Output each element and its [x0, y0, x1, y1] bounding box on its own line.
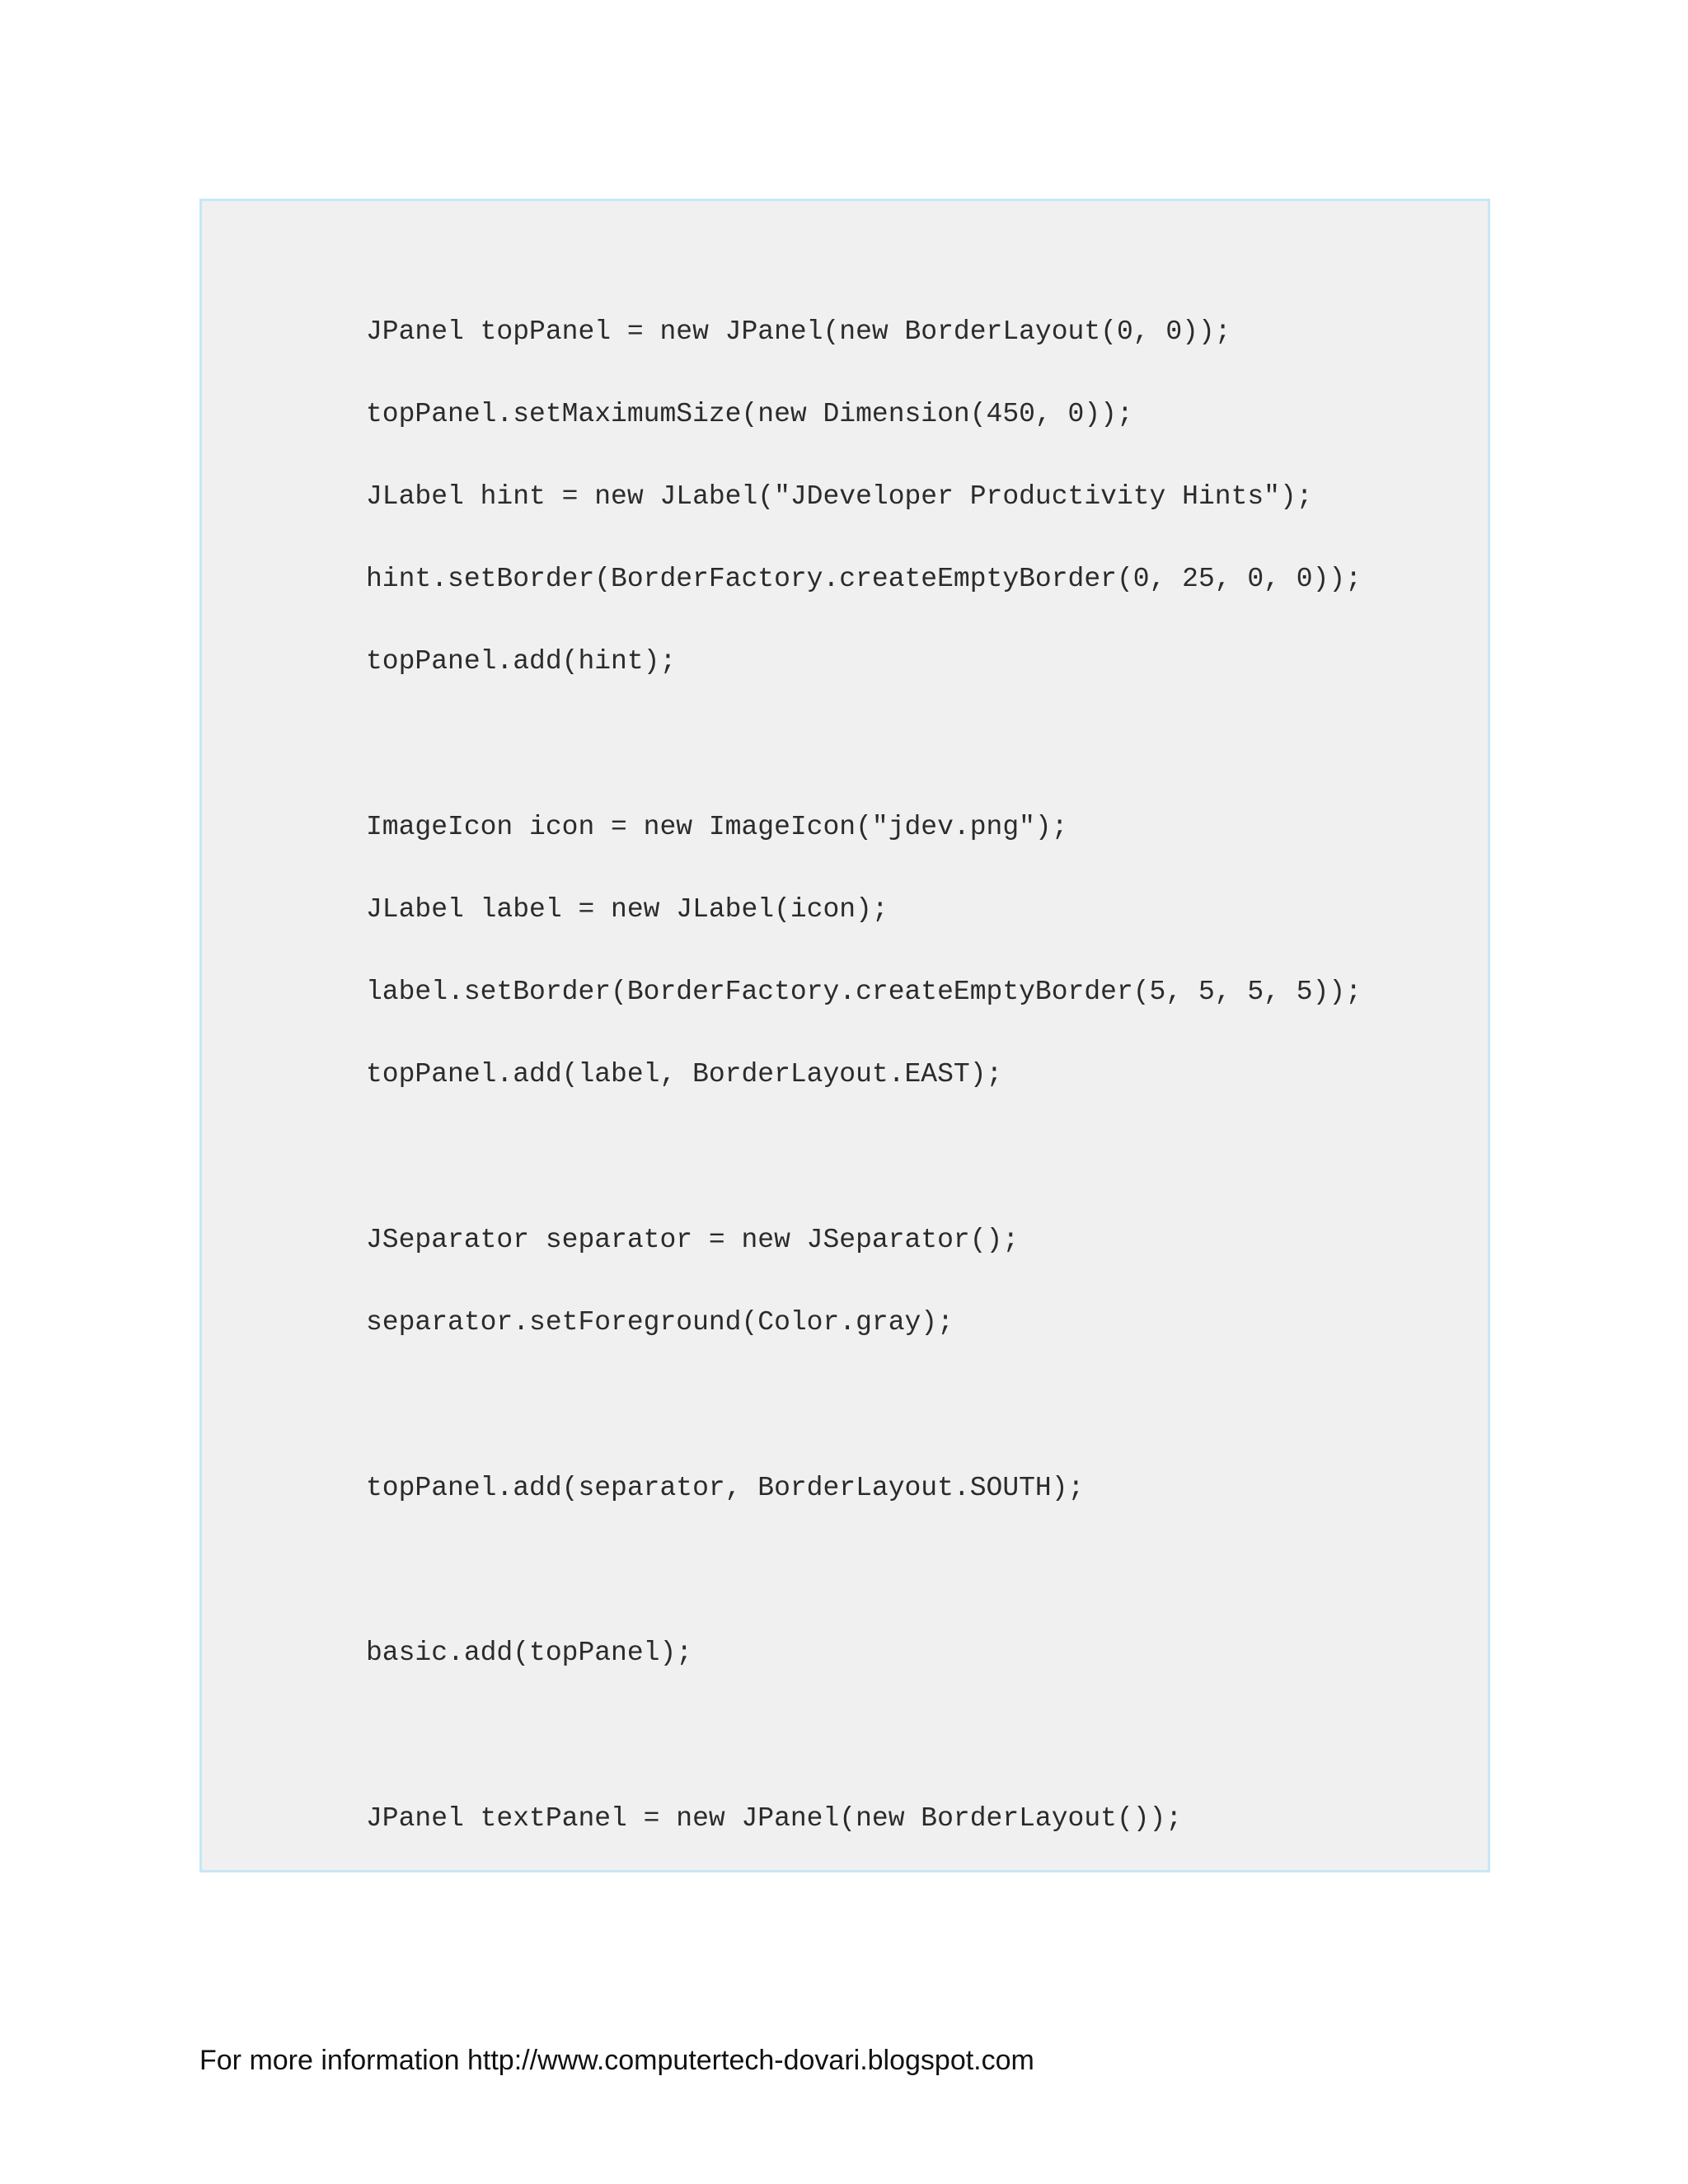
code-line: topPanel.add(hint); [366, 646, 677, 677]
code-line: topPanel.setMaximumSize(new Dimension(450, 0)); [366, 399, 1133, 429]
footer-info: For more information http://www.computertech-dovari.blogspot.com [199, 2045, 1034, 2076]
code-line: JSeparator separator = new JSeparator(); [366, 1225, 1020, 1255]
code-line: topPanel.add(separator, BorderLayout.SOUTH); [366, 1473, 1085, 1503]
code-line: JPanel textPanel = new JPanel(new BorderLayout()); [366, 1803, 1183, 1834]
code-block [199, 199, 1490, 1872]
code-line: topPanel.add(label, BorderLayout.EAST); [366, 1059, 1003, 1090]
code-line: hint.setBorder(BorderFactory.createEmptyBorder(0, 25, 0, 0)); [366, 564, 1362, 594]
code-line: separator.setForeground(Color.gray); [366, 1307, 954, 1338]
code-line: ImageIcon icon = new ImageIcon("jdev.png"); [366, 812, 1068, 842]
code-line: label.setBorder(BorderFactory.createEmptyBorder(5, 5, 5, 5)); [366, 977, 1362, 1007]
code-line: JLabel hint = new JLabel("JDeveloper Productivity Hints"); [366, 481, 1313, 512]
code-line: JLabel label = new JLabel(icon); [366, 894, 889, 925]
code-line: basic.add(topPanel); [366, 1638, 693, 1668]
code-line: JPanel topPanel = new JPanel(new BorderLayout(0, 0)); [366, 316, 1231, 347]
